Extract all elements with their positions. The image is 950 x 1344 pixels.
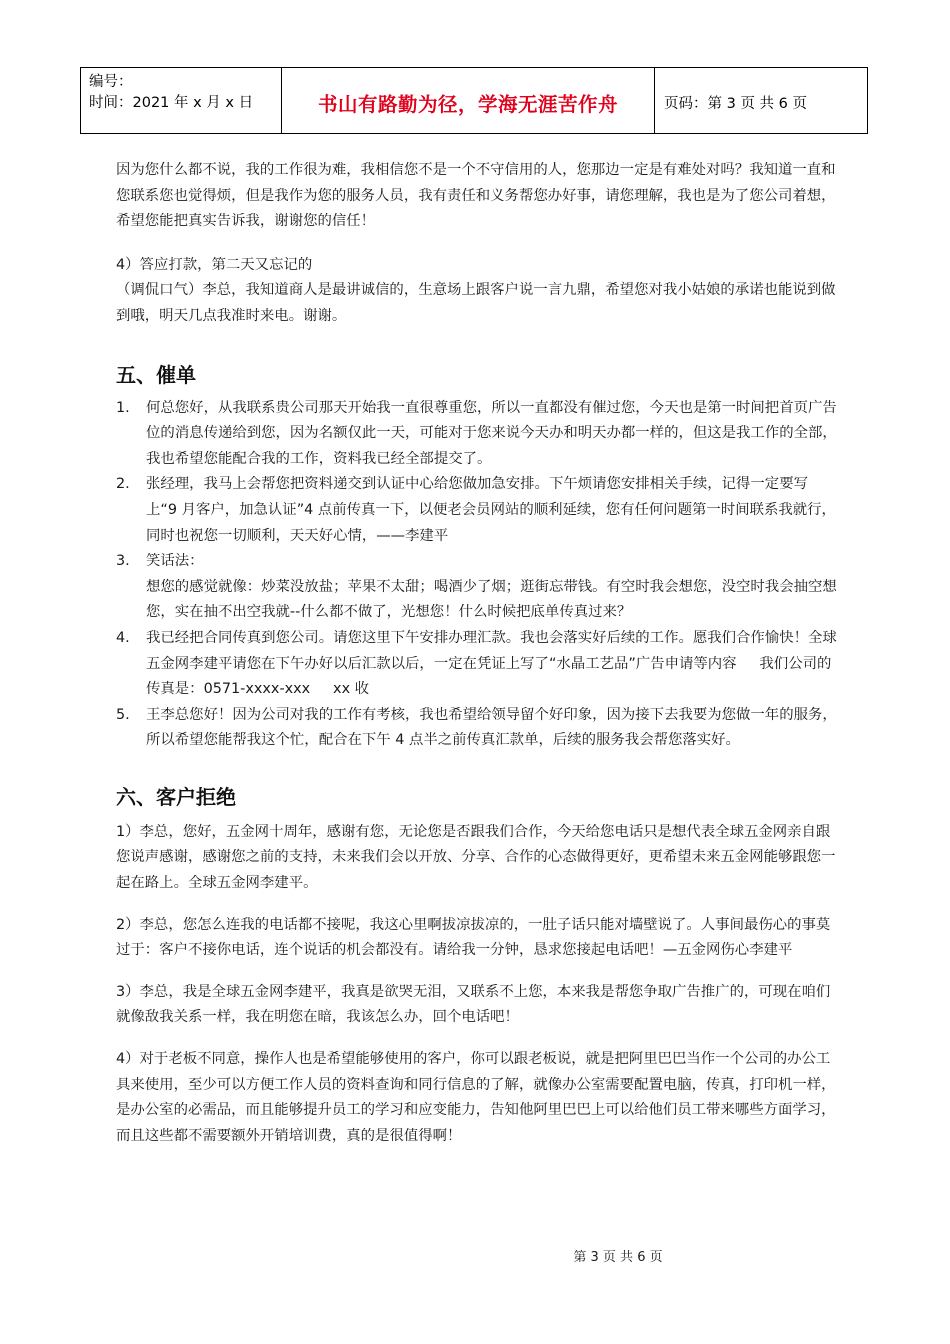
list-text: 我已经把合同传真到您公司。请您这里下午安排办理汇款。我也会落实好后续的工作。愿我们合作愉快！全球五金网李建平请您在下午办好以后汇款以后，一定在凭证上写了“水晶工艺品”广告申请等内容 我们公司的传真是：0571-xxxx-xxx xx 收	[146, 629, 837, 698]
document-number-label: 编号：	[89, 74, 133, 90]
list-text: 何总您好，从我联系贵公司那天开始我一直很尊重您，所以一直都没有催过您，今天也是第一时间把首页广告位的消息传递给到您，因为名额仅此一天，可能对于您来说今天办和明天办都一样的，但这是我工作的全部，我也希望您能配合我的工作，资料我已经全部提交了。	[146, 399, 837, 467]
refusal-paragraph-3: 3）李总，我是全球五金网李建平，我真是欲哭无泪，又联系不上您，本来我是帮您争取广告推广的，可现在咱们就像敌我关系一样，我在明您在暗，我该怎么办，回个电话吧！	[116, 983, 831, 1026]
intro-paragraph: 因为您什么都不说，我的工作很为难，我相信您不是一个不守信用的人，您那边一定是有难处对吗？我知道一直和您联系您也觉得烦，但是我作为您的服务人员，我有责任和义务帮您办好事，请您理解，我也是为了您公司着想，希望您能把真实告诉我，谢谢您的信任！	[116, 162, 836, 230]
list-number: 1.	[116, 399, 130, 416]
page-header	[80, 67, 868, 134]
header-page-number: 页码：第 3 页 共 6 页	[664, 96, 807, 112]
header-meta	[81, 68, 282, 133]
refusal-paragraph-1: 1）李总，您好，五金网十周年，感谢有您，无论您是否跟我们合作，今天给您电话只是想代表全球五金网亲自跟您说声感谢，感谢您之前的支持，未来我们会以开放、分享、合作的心态做得更好，更希望未来五金网能够跟您一起在路上。全球五金网李建平。	[116, 823, 836, 892]
item4-body: （调侃口气）李总，我知道商人是最讲诚信的，生意场上跟客户说一言九鼎，希望您对我小姑娘的承诺也能说到做到哦，明天几点我准时来电。谢谢。	[116, 282, 836, 324]
list-number: 5.	[116, 706, 130, 723]
list-item	[116, 472, 838, 549]
list-number: 4.	[116, 629, 130, 646]
list-number: 3.	[116, 553, 130, 570]
list-text: 张经理，我马上会帮您把资料递交到认证中心给您做加急安排。下午烦请您安排相关手续，记得一定要写上“9 月客户，加急认证”4 点前传真一下，以便老会员网站的顺利延续，您有任何问题第一时间联系我就行，同时也祝您一切顺利，天天好心情，——李建平	[146, 476, 836, 544]
refusal-paragraph-4: 4）对于老板不同意，操作人也是希望能够使用的客户，你可以跟老板说，就是把阿里巴巴当作一个公司的办公工具来使用，至少可以方便工作人员的资料查询和同行信息的了解，就像办公室需要配置电脑，传真，打印机一样，是办公室的必需品，而且能够提升员工的学习和应变能力，告知他阿里巴巴上可以给他们员工带来哪些方面学习，而且这些都不需要额外开销培训费，真的是很值得啊！	[116, 1051, 836, 1144]
section-heading-5: 五、催单	[116, 362, 196, 387]
section-heading-6: 六、客户拒绝	[116, 784, 236, 809]
page-footer: 第 3 页 共 6 页	[573, 1250, 663, 1265]
list-item	[116, 626, 838, 703]
refusal-paragraph-2: 2）李总，您怎么连我的电话都不接呢，我这心里啊拔凉拔凉的，一肚子话只能对墙壁说了。人事间最伤心的事莫过于：客户不接你电话，连个说话的机会都没有。请给我一分钟，恳求您接起电话吧！—五金网伤心李建平	[116, 916, 831, 959]
document-body	[116, 158, 838, 1149]
list-item	[116, 703, 838, 754]
list-text: 王李总您好！因为公司对我的工作有考核，我也希望给领导留个好印象，因为接下去我要为您做一年的服务，所以希望您能帮我这个忙，配合在下午 4 点半之前传真汇款单，后续的服务我会帮您落实好。	[146, 706, 837, 749]
list-text: 笑话法： 想您的感觉就像：炒菜没放盐；苹果不太甜；喝酒少了烟；逛街忘带钱。有空时我会想您，没空时我会抽空想您，实在抽不出空我就--什么都不做了，光想您！什么时候把底单传真过来？	[146, 553, 837, 621]
header-motto: 书山有路勤为径，学海无涯苦作舟	[282, 68, 655, 133]
list-number: 2.	[116, 476, 130, 493]
item4-title: 4）答应打款，第二天又忘记的	[116, 256, 313, 273]
list-item	[116, 549, 838, 626]
document-date-label: 时间：2021 年 x 月 x 日	[89, 95, 254, 111]
list-item	[116, 396, 838, 473]
